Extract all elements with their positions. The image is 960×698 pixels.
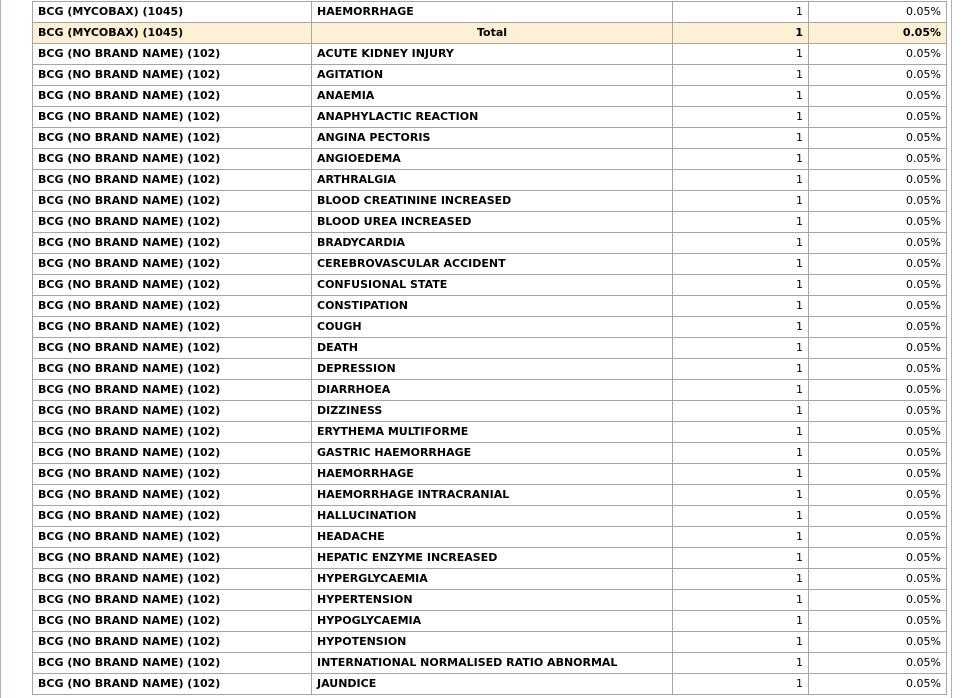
count-cell: 1	[673, 359, 809, 380]
table-row	[33, 506, 947, 527]
count-cell: 1	[673, 674, 809, 695]
drug-name-cell: BCG (NO BRAND NAME) (102)	[33, 548, 312, 569]
drug-name-cell: BCG (NO BRAND NAME) (102)	[33, 191, 312, 212]
count-cell: 1	[673, 506, 809, 527]
reaction-cell: CONSTIPATION	[312, 296, 673, 317]
percent-cell: 0.05%	[809, 359, 947, 380]
percent-cell: 0.05%	[809, 44, 947, 65]
percent-cell: 0.05%	[809, 296, 947, 317]
drug-name-cell: BCG (NO BRAND NAME) (102)	[33, 212, 312, 233]
percent-cell: 0.05%	[809, 485, 947, 506]
table-row	[33, 359, 947, 380]
percent-cell: 0.05%	[809, 401, 947, 422]
reaction-cell: HEPATIC ENZYME INCREASED	[312, 548, 673, 569]
table-row	[33, 632, 947, 653]
table-row	[33, 380, 947, 401]
percent-cell: 0.05%	[809, 149, 947, 170]
table-row	[33, 485, 947, 506]
drug-name-cell: BCG (NO BRAND NAME) (102)	[33, 170, 312, 191]
reaction-cell: JAUNDICE	[312, 674, 673, 695]
count-cell: 1	[673, 632, 809, 653]
count-cell: 1	[673, 23, 809, 44]
reaction-cell: BRADYCARDIA	[312, 233, 673, 254]
count-cell: 1	[673, 317, 809, 338]
reaction-cell: HAEMORRHAGE	[312, 464, 673, 485]
drug-name-cell: BCG (NO BRAND NAME) (102)	[33, 653, 312, 674]
drug-name-cell: BCG (NO BRAND NAME) (102)	[33, 569, 312, 590]
table-row	[33, 464, 947, 485]
count-cell: 1	[673, 590, 809, 611]
reaction-cell: BLOOD UREA INCREASED	[312, 212, 673, 233]
percent-cell: 0.05%	[809, 653, 947, 674]
table-row	[33, 107, 947, 128]
count-cell: 1	[673, 2, 809, 23]
table-row	[33, 275, 947, 296]
percent-cell: 0.05%	[809, 23, 947, 44]
percent-cell: 0.05%	[809, 107, 947, 128]
percent-cell: 0.05%	[809, 569, 947, 590]
percent-cell: 0.05%	[809, 233, 947, 254]
table-row	[33, 422, 947, 443]
table-row	[33, 569, 947, 590]
count-cell: 1	[673, 86, 809, 107]
drug-name-cell: BCG (NO BRAND NAME) (102)	[33, 443, 312, 464]
reaction-cell: HEADACHE	[312, 527, 673, 548]
percent-cell: 0.05%	[809, 191, 947, 212]
count-cell: 1	[673, 527, 809, 548]
reaction-cell: AGITATION	[312, 65, 673, 86]
reaction-cell: GASTRIC HAEMORRHAGE	[312, 443, 673, 464]
drug-name-cell: BCG (NO BRAND NAME) (102)	[33, 464, 312, 485]
percent-cell: 0.05%	[809, 611, 947, 632]
count-cell: 1	[673, 422, 809, 443]
reaction-cell: INTERNATIONAL NORMALISED RATIO ABNORMAL	[312, 653, 673, 674]
count-cell: 1	[673, 149, 809, 170]
reaction-cell: ANGIOEDEMA	[312, 149, 673, 170]
reaction-cell: BLOOD CREATININE INCREASED	[312, 191, 673, 212]
reaction-cell: ANAEMIA	[312, 86, 673, 107]
drug-name-cell: BCG (NO BRAND NAME) (102)	[33, 86, 312, 107]
reaction-cell: DEPRESSION	[312, 359, 673, 380]
table-row	[33, 170, 947, 191]
percent-cell: 0.05%	[809, 212, 947, 233]
reaction-cell: COUGH	[312, 317, 673, 338]
percent-cell: 0.05%	[809, 632, 947, 653]
count-cell: 1	[673, 653, 809, 674]
drug-name-cell: BCG (NO BRAND NAME) (102)	[33, 674, 312, 695]
count-cell: 1	[673, 212, 809, 233]
reaction-cell: CEREBROVASCULAR ACCIDENT	[312, 254, 673, 275]
drug-name-cell: BCG (NO BRAND NAME) (102)	[33, 401, 312, 422]
reaction-cell: HYPOGLYCAEMIA	[312, 611, 673, 632]
table-row	[33, 65, 947, 86]
count-cell: 1	[673, 254, 809, 275]
percent-cell: 0.05%	[809, 317, 947, 338]
reaction-cell: DEATH	[312, 338, 673, 359]
table-row	[33, 86, 947, 107]
percent-cell: 0.05%	[809, 338, 947, 359]
table-row	[33, 653, 947, 674]
count-cell: 1	[673, 380, 809, 401]
table-row	[33, 149, 947, 170]
drug-name-cell: BCG (NO BRAND NAME) (102)	[33, 107, 312, 128]
percent-cell: 0.05%	[809, 548, 947, 569]
drug-name-cell: BCG (MYCOBAX) (1045)	[33, 2, 312, 23]
count-cell: 1	[673, 401, 809, 422]
drug-name-cell: BCG (NO BRAND NAME) (102)	[33, 590, 312, 611]
percent-cell: 0.05%	[809, 506, 947, 527]
count-cell: 1	[673, 443, 809, 464]
drug-name-cell: BCG (NO BRAND NAME) (102)	[33, 233, 312, 254]
reaction-cell: HYPERTENSION	[312, 590, 673, 611]
drug-name-cell: BCG (NO BRAND NAME) (102)	[33, 149, 312, 170]
drug-name-cell: BCG (NO BRAND NAME) (102)	[33, 380, 312, 401]
table-row	[33, 296, 947, 317]
drug-name-cell: BCG (NO BRAND NAME) (102)	[33, 296, 312, 317]
count-cell: 1	[673, 191, 809, 212]
percent-cell: 0.05%	[809, 674, 947, 695]
count-cell: 1	[673, 233, 809, 254]
drug-name-cell: BCG (NO BRAND NAME) (102)	[33, 65, 312, 86]
table-row	[33, 674, 947, 695]
reaction-cell: HYPERGLYCAEMIA	[312, 569, 673, 590]
percent-cell: 0.05%	[809, 443, 947, 464]
reaction-cell: ANGINA PECTORIS	[312, 128, 673, 149]
drug-name-cell: BCG (NO BRAND NAME) (102)	[33, 485, 312, 506]
percent-cell: 0.05%	[809, 275, 947, 296]
table-row	[33, 527, 947, 548]
drug-name-cell: BCG (NO BRAND NAME) (102)	[33, 44, 312, 65]
reaction-cell: DIARRHOEA	[312, 380, 673, 401]
percent-cell: 0.05%	[809, 590, 947, 611]
drug-name-cell: BCG (NO BRAND NAME) (102)	[33, 128, 312, 149]
reaction-cell: DIZZINESS	[312, 401, 673, 422]
reaction-cell: HYPOTENSION	[312, 632, 673, 653]
drug-name-cell: BCG (NO BRAND NAME) (102)	[33, 317, 312, 338]
table-row	[33, 338, 947, 359]
count-cell: 1	[673, 107, 809, 128]
table-row	[33, 443, 947, 464]
count-cell: 1	[673, 611, 809, 632]
percent-cell: 0.05%	[809, 65, 947, 86]
percent-cell: 0.05%	[809, 170, 947, 191]
count-cell: 1	[673, 170, 809, 191]
percent-cell: 0.05%	[809, 254, 947, 275]
table-row	[33, 128, 947, 149]
count-cell: 1	[673, 485, 809, 506]
reaction-cell: HAEMORRHAGE INTRACRANIAL	[312, 485, 673, 506]
count-cell: 1	[673, 338, 809, 359]
drug-name-cell: BCG (NO BRAND NAME) (102)	[33, 275, 312, 296]
count-cell: 1	[673, 548, 809, 569]
table-row	[33, 611, 947, 632]
count-cell: 1	[673, 464, 809, 485]
table-row	[33, 233, 947, 254]
table-row	[33, 2, 947, 23]
table-row	[33, 191, 947, 212]
drug-name-cell: BCG (NO BRAND NAME) (102)	[33, 632, 312, 653]
drug-name-cell: BCG (NO BRAND NAME) (102)	[33, 254, 312, 275]
drug-name-cell: BCG (NO BRAND NAME) (102)	[33, 506, 312, 527]
table-row	[33, 590, 947, 611]
table-row	[33, 212, 947, 233]
count-cell: 1	[673, 128, 809, 149]
drug-name-cell: BCG (MYCOBAX) (1045)	[33, 23, 312, 44]
percent-cell: 0.05%	[809, 464, 947, 485]
count-cell: 1	[673, 275, 809, 296]
count-cell: 1	[673, 44, 809, 65]
drug-name-cell: BCG (NO BRAND NAME) (102)	[33, 611, 312, 632]
percent-cell: 0.05%	[809, 527, 947, 548]
percent-cell: 0.05%	[809, 2, 947, 23]
total-row	[33, 23, 947, 44]
drug-name-cell: BCG (NO BRAND NAME) (102)	[33, 422, 312, 443]
table-row	[33, 317, 947, 338]
reaction-cell: ARTHRALGIA	[312, 170, 673, 191]
table-row	[33, 548, 947, 569]
reaction-cell: CONFUSIONAL STATE	[312, 275, 673, 296]
percent-cell: 0.05%	[809, 128, 947, 149]
drug-name-cell: BCG (NO BRAND NAME) (102)	[33, 338, 312, 359]
reaction-cell: HALLUCINATION	[312, 506, 673, 527]
percent-cell: 0.05%	[809, 86, 947, 107]
reaction-cell: ANAPHYLACTIC REACTION	[312, 107, 673, 128]
table-row	[33, 254, 947, 275]
count-cell: 1	[673, 296, 809, 317]
count-cell: 1	[673, 569, 809, 590]
reaction-cell: ERYTHEMA MULTIFORME	[312, 422, 673, 443]
count-cell: 1	[673, 65, 809, 86]
reaction-cell: HAEMORRHAGE	[312, 2, 673, 23]
percent-cell: 0.05%	[809, 422, 947, 443]
reaction-report-table	[32, 1, 947, 695]
percent-cell: 0.05%	[809, 380, 947, 401]
drug-name-cell: BCG (NO BRAND NAME) (102)	[33, 359, 312, 380]
reaction-cell: Total	[312, 23, 673, 44]
report-table-body	[33, 2, 947, 695]
table-row	[33, 401, 947, 422]
drug-name-cell: BCG (NO BRAND NAME) (102)	[33, 527, 312, 548]
reaction-cell: ACUTE KIDNEY INJURY	[312, 44, 673, 65]
table-row	[33, 44, 947, 65]
